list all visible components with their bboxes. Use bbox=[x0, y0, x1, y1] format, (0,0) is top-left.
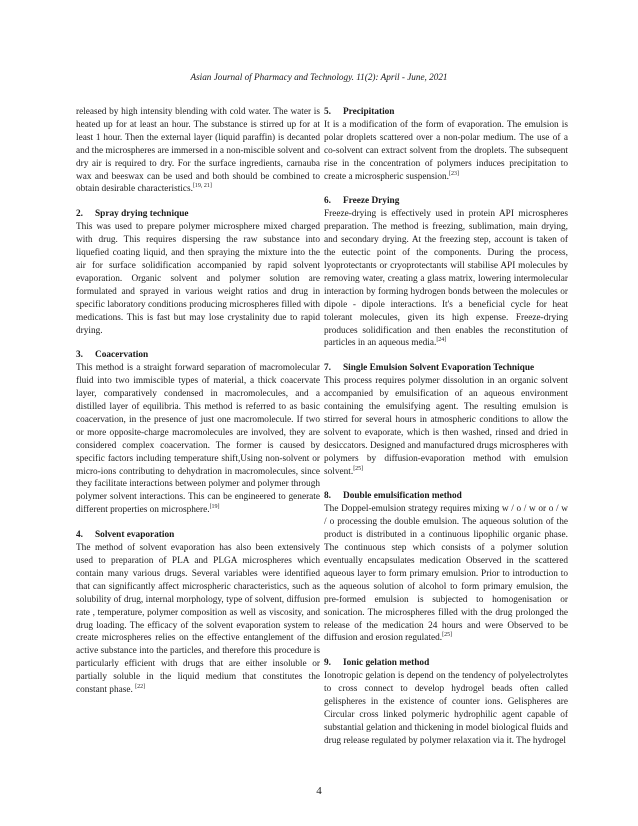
citation: [19] bbox=[209, 504, 220, 511]
paragraph bbox=[76, 221, 320, 337]
paragraph bbox=[324, 208, 568, 350]
section-heading bbox=[76, 529, 320, 542]
page-number: 4 bbox=[316, 785, 322, 797]
section-number: 8. bbox=[324, 491, 331, 502]
right-column bbox=[324, 106, 568, 760]
paragraph bbox=[324, 375, 568, 478]
section-precipitation bbox=[324, 106, 568, 183]
paragraph-text: It is a modification of the form of evaporation. The emulsion is polar droplets scattered over a non-polar medium. The use of a co-solvent can extract solvent from the droplets. The subsequent rise in the concentration of polymers induces precipitation to create a microspheric suspension. bbox=[324, 119, 568, 182]
paragraph-text: Ionotropic gelation is depend on the tendency of polyelectrolytes to cross connect to develop hydrogel beads often called gelispheres in the existence of counter ions. Gelispheres are Circular cross linked polymeric hydrophilic agent capable of substantial gelation and thickening in model biological fluids and drug release regulated by polymer relaxation via it. The hydrogel bbox=[324, 671, 568, 746]
citation: [25] bbox=[353, 465, 364, 472]
section-number: 5. bbox=[324, 107, 331, 117]
running-header: Asian Journal of Pharmacy and Technology. 11(2): April - June, 2021 bbox=[190, 72, 448, 82]
section-heading bbox=[324, 657, 568, 670]
paragraph bbox=[324, 119, 568, 184]
section-heading bbox=[76, 208, 320, 221]
paragraph-text: This method is a straight forward separation of macromolecular fluid into two immiscible types of material, a thick coacervate layer, comparatively condensed in macromolecules, and a distilled layer of equilibria. This method is referred to as basic coacervation, in the presence of just one macromolecule. If two or more opposite-charge macromolecules are involved, they are considered complex coacervation. The former is caused by specific factors including temperature shift,Using non-solvent or micro-ions contributing to dehydration in macromolecules, since they facilitate interactions between polymer and polymer through polymer solvent interactions. This can be engineered to generate different properties on microsphere. bbox=[76, 363, 320, 516]
section-number: 4. bbox=[76, 530, 83, 541]
section-freeze-drying bbox=[324, 195, 568, 350]
section-spray-drying bbox=[76, 208, 320, 337]
section-number: 6. bbox=[324, 196, 331, 207]
paragraph-text: released by high intensity blending with cold water. The water is heated up for at least an hour. The substance is stirred up for at least 1 hour. Then the external layer (liquid paraffin) is decanted and the microspheres are immersed in a non-miscible solvent and dry air is required to dry. For the surface ingredients, carnauba wax and beeswax can be used and both should be combined to obtain desirable characteristics. bbox=[76, 107, 320, 195]
section-title: Ionic gelation method bbox=[343, 658, 430, 669]
section-heading bbox=[324, 195, 568, 208]
section-heading bbox=[324, 362, 568, 375]
section-number: 9. bbox=[324, 658, 331, 669]
section-heading bbox=[324, 106, 568, 119]
paragraph bbox=[76, 542, 320, 697]
paragraph-text: The method of solvent evaporation has also been extensively used to preparation of PLA and PLGA microspheres which contain many various drugs. Several variables were identified that can significantly affect microspheric characteristics, such as solubility of drug, internal morphology, type of solvent, diffusion rate , temperature, polymer composition as well as viscosity, and drug loading. The efficacy of the solvent evaporation system to create microspheres relies on the effective entanglement of the active substance into the particles, and therefore this procedure is particularly efficient with drugs that are either insoluble or partially soluble in the liquid medium that constitutes the constant phase. bbox=[76, 543, 320, 696]
section-title: Single Emulsion Solvent Evaporation Technique bbox=[343, 363, 535, 374]
section-number: 2. bbox=[76, 209, 83, 220]
citation: [22] bbox=[135, 684, 146, 691]
section-single-emulsion bbox=[324, 362, 568, 478]
section-ionic-gelation bbox=[324, 657, 568, 747]
section-heading bbox=[324, 490, 568, 503]
section-number: 3. bbox=[76, 350, 83, 361]
citation: [23] bbox=[448, 170, 459, 177]
paragraph bbox=[324, 503, 568, 645]
left-column bbox=[76, 106, 320, 709]
section-title: Double emulsification method bbox=[343, 491, 462, 502]
paragraph-text: The Doppel-emulsion strategy requires mixing w / o / w or o / w / o processing the double emulsion. The aqueous solution of the product is distributed in a continuous lipophilic organic phase. The continuous step which consists of a polymer solution eventually encapsulates medication Observed in the scattered aqueous layer to form primary emulsion. Prior to introduction to the aqueous solution of alcohol to form primary emulsion, the pre-formed emulsion is subjected to homogenisation or sonication. The microspheres filled with the drug prolonged the release of the medication 24 hours and were Observed to be diffusion and erosion regulated. bbox=[324, 504, 568, 644]
section-heading bbox=[76, 349, 320, 362]
section-intro-continued bbox=[76, 106, 320, 196]
section-solvent-evaporation bbox=[76, 529, 320, 697]
section-number: 7. bbox=[324, 363, 331, 374]
paragraph-text: This was used to prepare polymer microsphere mixed charged with drug. This requires dispersing the raw substance into liquefied coating liquid, and then spraying the mixture into the air for surface solidification accompanied by rapid solvent evaporation. Organic solvent and polymer solution are formulated and sprayed in various weight ratios and drug in specific laboratory conditions producing microspheres filled with medications. This is fast but may lose crystalinity due to rapid drying. bbox=[76, 222, 320, 336]
paragraph bbox=[76, 106, 320, 196]
section-title: Coacervation bbox=[95, 350, 149, 361]
citation: [19, 21] bbox=[192, 183, 212, 190]
citation: [25] bbox=[442, 632, 453, 639]
section-title: Solvent evaporation bbox=[95, 530, 175, 541]
paragraph-text: This process requires polymer dissolution in an organic solvent accompanied by emulsification of an aqueous environment containing the emulsifying agent. The resulting emulsion is stirred for several hours in atmospheric conditions to allow the solvent to evaporate, which is then washed, rinsed and dried in desiccators. Designed and manufactured drugs microspheres with polymers by diffusion-evaporation method with emulsion solvent. bbox=[324, 376, 568, 477]
paragraph bbox=[324, 670, 568, 747]
paragraph bbox=[76, 362, 320, 517]
section-title: Freeze Drying bbox=[343, 196, 400, 207]
section-double-emulsification bbox=[324, 490, 568, 645]
section-title: Precipitation bbox=[343, 107, 395, 117]
section-title: Spray drying technique bbox=[95, 209, 189, 220]
paragraph-text: Freeze-drying is effectively used in protein API microspheres preparation. The method is freezing, sublimation, main drying, and secondary drying. At the freezing step, account is taken of the eutectic point of the components. During the process, lyoprotectants or cryoprotectants will stabilise API molecules by removing water, creating a glass matrix, lowering intermolecular interaction by forming hydrogen bonds between the molecules or dipole - dipole interactions. It's a beneficial cycle for heat tolerant molecules, given its high expense. Freeze-drying produces solidification and then enables the reconstitution of particles in an aqueous media. bbox=[324, 209, 568, 349]
section-coacervation bbox=[76, 349, 320, 517]
citation: [24] bbox=[436, 337, 447, 344]
